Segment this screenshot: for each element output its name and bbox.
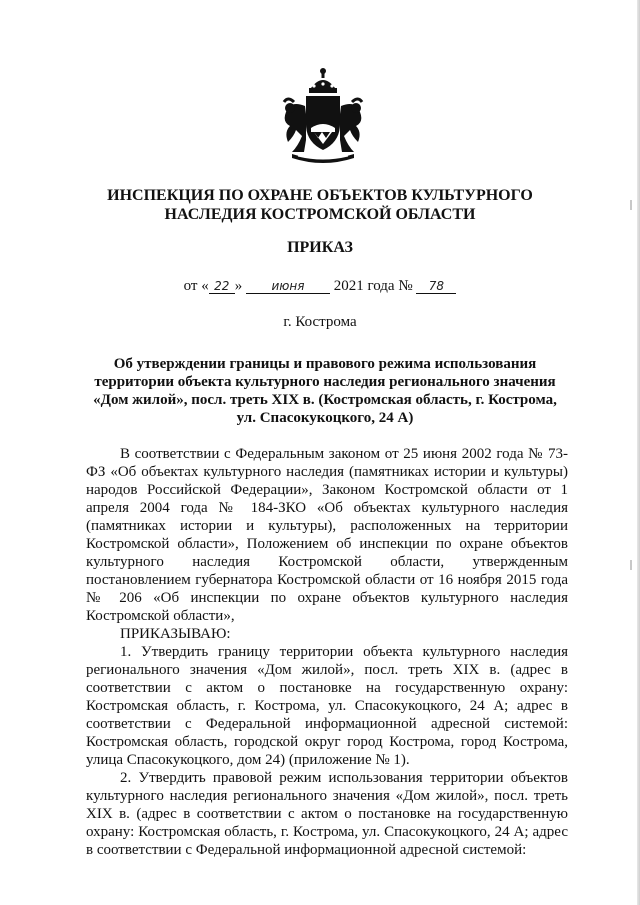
kostroma-coat-of-arms-icon xyxy=(278,66,368,166)
date-line xyxy=(60,277,580,296)
organization-name: ИНСПЕКЦИЯ ПО ОХРАНЕ ОБЪЕКТОВ КУЛЬТУРНОГО НАСЛЕДИЯ КОСТРОМСКОЙ ОБЛАСТИ xyxy=(107,187,533,223)
handwritten-order-number: 78 xyxy=(416,279,456,294)
document-body xyxy=(86,445,568,859)
order-subject: Об утверждении границы и правового режима использования территории объекта культурного наследия регионального значения «Дом жилой», посл. треть XIX в. (Костромская область, г. Кострома, ул. Спасокукоцкого, 24 А) xyxy=(93,356,557,426)
preamble-paragraph: В соответствии с Федеральным законом от 25 июня 2002 года № 73-ФЗ «Об объектах культурного наследия (памятниках истории и культуры) народов Российской Федерации», Законом Костромской области от 1 апреля 2004 года № 184-ЗКО «Об объектах культурного наследия (памятниках истории и культуры), расположенных на территории Костромской области», Положением об инспекции по охране объектов культурного наследия Костромской области, утвержденным постановлением губернатора Костромской области от 16 ноября 2015 года № 206 «Об инспекции по охране объектов культурного наследия Костромской области», xyxy=(86,446,568,624)
order-item-1: 1. Утвердить границу территории объекта культурного наследия регионального значения «Дом жилой», посл. треть XIX в. (адрес в соответствии с актом о постановке на государственную охрану: Костромская область, г. Кострома, ул. Спасокукоцкого, 24 А; адрес в соответствии с Федеральной информационной адресной системой: Костромская область, городской округ город Кострома, город Кострома, улица Спасокукоцкого, дом 24) (приложение № 1). xyxy=(86,644,568,768)
scan-artifact xyxy=(630,560,632,570)
document-type: ПРИКАЗ xyxy=(287,239,353,256)
handwritten-month: июня xyxy=(246,279,330,294)
scan-artifact xyxy=(630,200,632,210)
date-mid: » xyxy=(234,278,246,294)
handwritten-day: 22 xyxy=(209,279,235,294)
date-prefix: от « xyxy=(183,278,209,294)
date-year-text: 2021 года № xyxy=(329,278,417,294)
city-name: г. Кострома xyxy=(283,314,357,330)
order-item-2: 2. Утвердить правовой режим использования территории объектов культурного наследия регионального значения «Дом жилой», посл. треть XIX в. (адрес в соответствии с актом о постановке на государственную охрану: Костромская область, г. Кострома, ул. Спасокукоцкого, 24 А; адрес в соответствии с Федеральной информационной адресной системой: xyxy=(86,770,568,858)
command-word: ПРИКАЗЫВАЮ: xyxy=(120,626,231,642)
